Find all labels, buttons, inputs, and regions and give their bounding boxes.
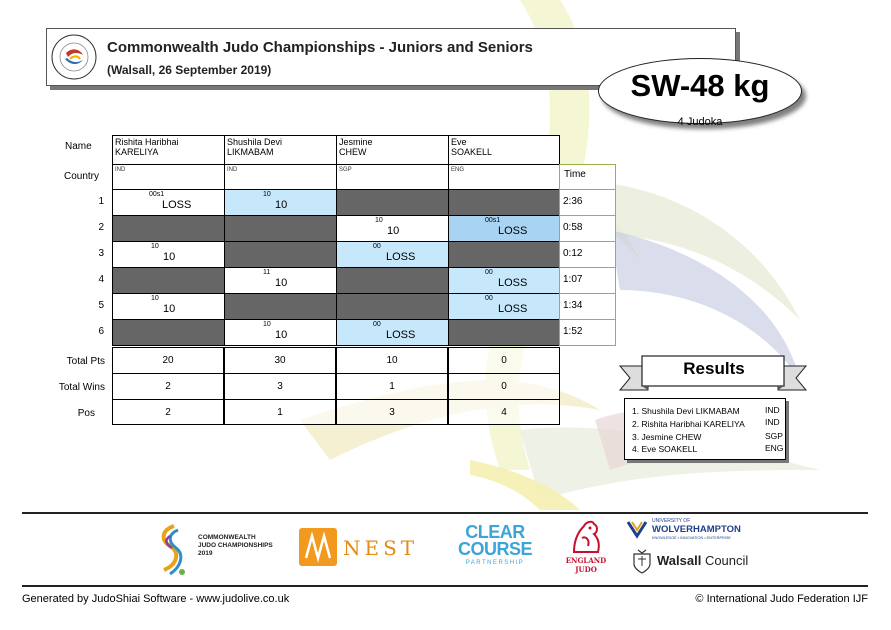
sponsor-cjc-2019 (152, 522, 282, 578)
total-wins-value: 3 (224, 373, 336, 399)
match-number: 4 (98, 274, 104, 285)
match-time: 1:52 (559, 319, 616, 346)
competitor-country-cell: SGP (336, 164, 449, 190)
total-pts-value: 0 (448, 347, 560, 373)
match-cell-empty (448, 189, 560, 216)
result-entry: 4. Eve SOAKELL (632, 444, 698, 454)
score-detail: 00 (485, 269, 493, 276)
match-score-cell (112, 241, 225, 268)
result-entry: 1. Shushila Devi LIKMABAM (632, 406, 740, 416)
win-score: 10 (275, 277, 288, 289)
total-wins-value: 1 (336, 373, 448, 399)
competitor-country-cell: IND (224, 164, 337, 190)
weight-category: SW-48 kg (630, 68, 770, 103)
loss-result: LOSS (498, 303, 528, 315)
competitor-last-name: SOAKELL (451, 147, 493, 157)
match-number: 6 (98, 326, 104, 337)
match-cell-empty (448, 241, 560, 268)
clear-course-line2: COURSE (457, 539, 532, 559)
match-cell-empty (336, 293, 449, 320)
score-detail: 10 (263, 191, 271, 198)
competitor-last-name: KARELIYA (115, 147, 159, 157)
loss-result: LOSS (386, 329, 416, 341)
match-time: 0:12 (559, 241, 616, 268)
name-row-label: Name (65, 141, 92, 152)
total-pts-label: Total Pts (66, 356, 105, 367)
win-score: 10 (275, 199, 288, 211)
match-cell-empty (336, 267, 449, 294)
competitor-last-name: LIKMABAM (227, 147, 274, 157)
match-score-cell (112, 189, 225, 216)
match-number: 2 (98, 222, 104, 233)
judoka-count: 4 Judoka (677, 116, 723, 128)
win-score: 10 (163, 251, 176, 263)
cjc-line3: 2019 (198, 550, 213, 557)
match-time: 0:58 (559, 215, 616, 242)
score-detail: 10 (263, 321, 271, 328)
match-number: 1 (98, 196, 104, 207)
cjc-line1: COMMONWEALTH (198, 534, 256, 541)
win-score: 10 (163, 303, 176, 315)
walsall-bold-text: Walsall (657, 553, 702, 568)
score-detail: 00 (373, 243, 381, 250)
match-score-cell (336, 215, 449, 242)
cjc-line2: JUDO CHAMPIONSHIPS (198, 542, 273, 549)
match-cell-empty (112, 319, 225, 346)
sponsor-walsall-council (630, 548, 750, 574)
score-detail: 10 (375, 217, 383, 224)
total-pts-value: 20 (112, 347, 224, 373)
match-score-cell (224, 189, 337, 216)
nest-logo-icon (299, 528, 337, 566)
competitor-first-name: Jesmine (339, 137, 373, 147)
sponsor-top-divider (22, 512, 868, 514)
match-cell-empty (224, 293, 337, 320)
match-score-cell (112, 293, 225, 320)
sponsor-clear-course (449, 524, 541, 574)
clear-course-line1: CLEAR (465, 522, 525, 542)
total-pts-value: 30 (224, 347, 336, 373)
loss-result: LOSS (498, 277, 528, 289)
time-header: Time (559, 164, 616, 190)
position-value: 4 (448, 399, 560, 425)
wolverhampton-crest-icon (626, 518, 648, 540)
association-logo-icon (50, 33, 98, 81)
score-detail: 00s1 (485, 217, 501, 224)
score-detail: 11 (263, 269, 271, 276)
match-score-cell (448, 215, 560, 242)
competitor-country-cell: ENG (448, 164, 560, 190)
competitor-name-cell (112, 135, 225, 165)
result-country: IND (765, 405, 780, 415)
position-value: 2 (112, 399, 224, 425)
match-time: 2:36 (559, 189, 616, 216)
score-detail: 10 (151, 243, 159, 250)
sponsor-wolverhampton (626, 516, 746, 544)
loss-result: LOSS (162, 199, 192, 211)
match-score-cell (336, 319, 449, 346)
position-value: 1 (224, 399, 336, 425)
result-country: SGP (765, 431, 783, 441)
footer-copyright: © International Judo Federation IJF (695, 593, 868, 605)
england-judo-line2: JUDO (575, 565, 597, 574)
match-time: 1:07 (559, 267, 616, 294)
loss-result: LOSS (498, 225, 528, 237)
competitor-first-name: Eve (451, 137, 467, 147)
sponsor-bottom-divider (22, 585, 868, 587)
position-value: 3 (336, 399, 448, 425)
result-country: IND (765, 417, 780, 427)
match-time: 1:34 (559, 293, 616, 320)
walsall-council-text: Council (701, 553, 749, 568)
score-detail: 00 (373, 321, 381, 328)
match-score-cell (448, 267, 560, 294)
england-judo-line1: ENGLAND (565, 556, 607, 565)
match-cell-empty (448, 319, 560, 346)
match-score-cell (336, 241, 449, 268)
total-wins-value: 2 (112, 373, 224, 399)
event-subtitle: (Walsall, 26 September 2019) (107, 63, 272, 77)
competitor-first-name: Shushila Devi (227, 137, 283, 147)
clear-course-line3: PARTNERSHIP (465, 560, 525, 566)
sponsor-nest (299, 528, 429, 568)
wolverhampton-line2: WOLVERHAMPTON (652, 524, 741, 535)
win-score: 10 (387, 225, 400, 237)
score-detail: 10 (151, 295, 159, 302)
match-cell-empty (224, 241, 337, 268)
country-row-label: Country (64, 171, 100, 182)
position-label: Pos (77, 408, 95, 419)
competitor-name-cell (448, 135, 560, 165)
competitor-name-cell (224, 135, 337, 165)
walsall-crest-icon (630, 548, 654, 574)
match-cell-empty (336, 189, 449, 216)
results-title: Results (683, 359, 745, 378)
total-wins-value: 0 (448, 373, 560, 399)
loss-result: LOSS (386, 251, 416, 263)
competitor-last-name: CHEW (339, 147, 367, 157)
total-wins-label: Total Wins (58, 382, 105, 393)
match-number: 3 (98, 248, 104, 259)
result-entry: 2. Rishita Haribhai KARELIYA (632, 419, 745, 429)
page-title: Commonwealth Judo Championships - Juniors and Seniors (107, 39, 533, 56)
result-entry: 3. Jesmine CHEW (632, 432, 702, 442)
wolverhampton-line3: KNOWLEDGE • INNOVATION • ENTERPRISE (652, 536, 731, 540)
score-detail: 00 (485, 295, 493, 302)
sponsor-england-judo (560, 518, 612, 580)
match-score-cell (448, 293, 560, 320)
match-score-cell (224, 319, 337, 346)
match-cell-empty (112, 215, 225, 242)
footer-generated-by: Generated by JudoShiai Software - www.judolive.co.uk (22, 593, 290, 605)
win-score: 10 (275, 329, 288, 341)
match-score-cell (224, 267, 337, 294)
competitor-country-cell: IND (112, 164, 225, 190)
match-cell-empty (112, 267, 225, 294)
cjc-swirl-icon (152, 522, 192, 578)
match-number: 5 (98, 300, 104, 311)
total-pts-value: 10 (336, 347, 448, 373)
nest-wordmark: NEST (343, 536, 419, 560)
match-cell-empty (224, 215, 337, 242)
result-country: ENG (765, 443, 784, 453)
competitor-name-cell (336, 135, 449, 165)
score-detail: 00s1 (149, 191, 165, 198)
competitor-first-name: Rishita Haribhai (115, 137, 179, 147)
wolverhampton-line1: UNIVERSITY OF (652, 518, 691, 524)
england-lion-icon (568, 518, 604, 556)
